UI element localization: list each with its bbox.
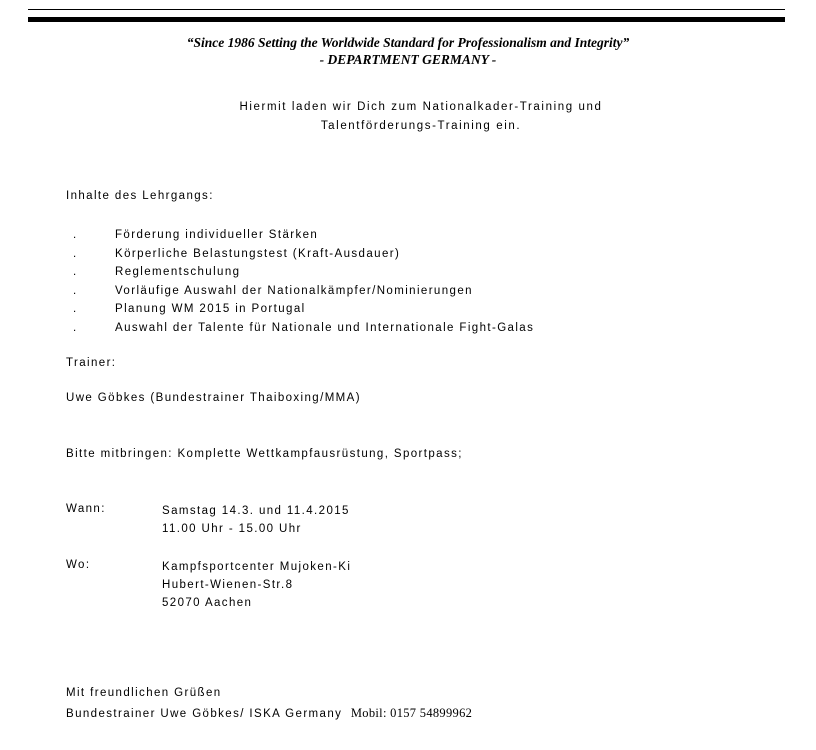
invitation-line-1: Hiermit laden wir Dich zum Nationalkader-Training und (239, 101, 603, 113)
where-city: 52070 Aachen (162, 597, 253, 609)
mobile-number: Mobil: 0157 54899962 (350, 706, 473, 720)
closing-greeting: Mit freundlichen Grüßen (66, 687, 222, 699)
where-street: Hubert-Wienen-Str.8 (162, 579, 294, 591)
list-item (70, 282, 534, 301)
bullet: . (73, 303, 78, 315)
closing-signature (66, 706, 472, 721)
signature-name: Bundestrainer Uwe Göbkes/ ISKA Germany (66, 708, 343, 720)
when-label: Wann: (66, 503, 106, 515)
list-item-text: Planung WM 2015 in Portugal (115, 303, 306, 315)
trainer-heading: Trainer: (66, 357, 117, 369)
list-item (70, 263, 534, 282)
invitation-line-2: Talentförderungs-Training ein. (320, 120, 522, 132)
list-item-text: Körperliche Belastungstest (Kraft-Ausdauer) (115, 247, 401, 260)
bullet: . (73, 229, 78, 241)
bullet: . (73, 247, 78, 260)
contents-heading: Inhalte des Lehrgangs: (66, 190, 214, 202)
where-venue: Kampfsportcenter Mujoken-Ki (162, 561, 352, 573)
bring-along-text: Bitte mitbringen: Komplette Wettkampfausrüstung, Sportpass; (66, 448, 463, 460)
where-label: Wo: (66, 559, 91, 571)
bullet: . (73, 321, 78, 334)
where-address (162, 558, 351, 612)
list-item-text: Auswahl der Talente für Nationale und Internationale Fight-Galas (115, 321, 535, 334)
list-item-text: Vorläufige Auswahl der Nationalkämpfer/Nominierungen (115, 284, 473, 297)
trainer-name: Uwe Göbkes (Bundestrainer Thaiboxing/MMA) (66, 392, 361, 404)
list-item (70, 226, 534, 245)
motto: “Since 1986 Setting the Worldwide Standard for Professionalism and Integrity” (186, 35, 630, 50)
letterhead (0, 34, 816, 68)
department-title: - DEPARTMENT GERMANY - (319, 52, 497, 67)
list-item (70, 245, 534, 264)
when-date: Samstag 14.3. und 11.4.2015 (162, 505, 350, 517)
invitation-text (0, 98, 816, 136)
list-item-text: Förderung individueller Stärken (115, 229, 319, 241)
when-time: 11.00 Uhr - 15.00 Uhr (162, 523, 302, 535)
bullet: . (73, 284, 78, 297)
list-item (70, 300, 534, 319)
header-rule-thin (28, 9, 785, 10)
header-rule-thick (28, 17, 785, 22)
when-details (162, 502, 350, 538)
list-item-text: Reglementschulung (115, 266, 241, 278)
list-item (70, 319, 534, 338)
bullet: . (73, 266, 78, 278)
contents-list (70, 226, 534, 337)
